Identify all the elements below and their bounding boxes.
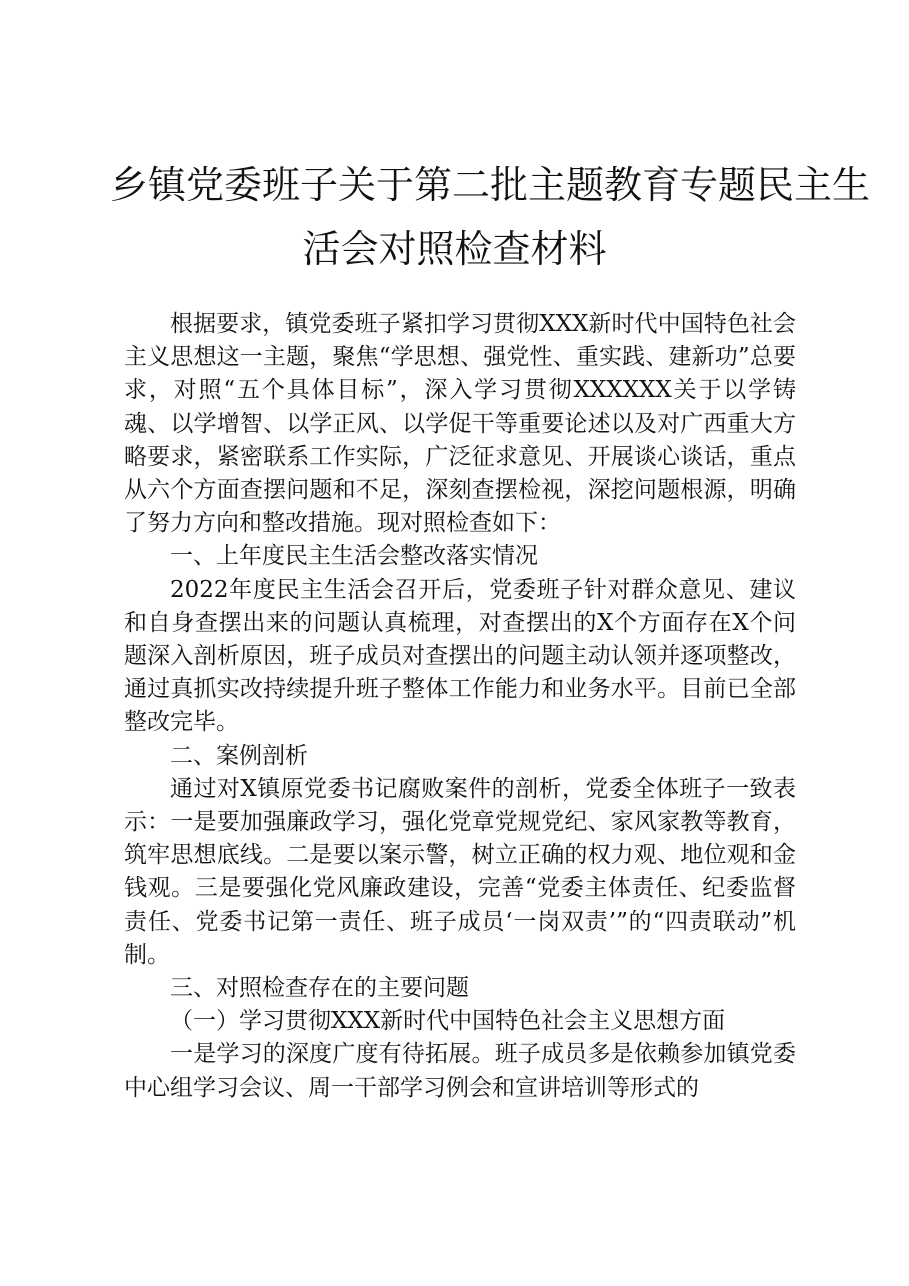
section-3-sub-1-paragraph: 一是学习的深度广度有待拓展。班子成员多是依赖参加镇党委中心组学习会议、周一干部学习例会和宣讲培训等形式的 — [124, 1041, 796, 1101]
section-3-heading: 三、对照检查存在的主要问题 — [170, 975, 469, 1002]
section-1-heading: 一、上年度民主生活会整改落实情况 — [170, 543, 538, 570]
section-2-heading: 二、案例剖析 — [170, 742, 308, 769]
section-2-paragraph: 通过对X镇原党委书记腐败案件的剖析，党委全体班子一致表示：一是要加强廉政学习，强化党章党规党纪、家风家教等教育，筑牢思想底线。二是要以案示警，树立正确的权力观、地位观和金钱观。三是要强化党风廉政建设，完善“党委主体责任、纪委监督责任、党委书记第一责任、班子成员‘一岗双责’”的“四责联动”机制。 — [124, 775, 796, 968]
section-1-paragraph: 2022年度民主生活会召开后，党委班子针对群众意见、建议和自身查摆出来的问题认真梳理，对查摆出的X个方面存在X个问题深入剖析原因，班子成员对查摆出的问题主动认领并逐项整改，通过真抓实改持续提升班子整体工作能力和业务水平。目前已全部整改完毕。 — [124, 576, 796, 736]
document-title-line-1: 乡镇党委班子关于第二批主题教育专题民主生 — [110, 163, 871, 207]
document-body — [124, 308, 796, 1105]
document-title-line-2: 活会对照检查材料 — [302, 227, 607, 271]
intro-paragraph: 根据要求，镇党委班子紧扣学习贯彻XXX新时代中国特色社会主义思想这一主题，聚焦“学思想、强党性、重实践、建新功”总要求，对照“五个具体目标”，深入学习贯彻XXXXXX关于以学铸魂、以学增智、以学正风、以学促干等重要论述以及对广西重大方略要求，紧密联系工作实际，广泛征求意见、开展谈心谈话，重点从六个方面查摆问题和不足，深刻查摆检视，深挖问题根源，明确了努力方向和整改措施。现对照检查如下： — [124, 311, 796, 537]
section-3-subheading-1: （一）学习贯彻XXX新时代中国特色社会主义思想方面 — [170, 1008, 726, 1035]
